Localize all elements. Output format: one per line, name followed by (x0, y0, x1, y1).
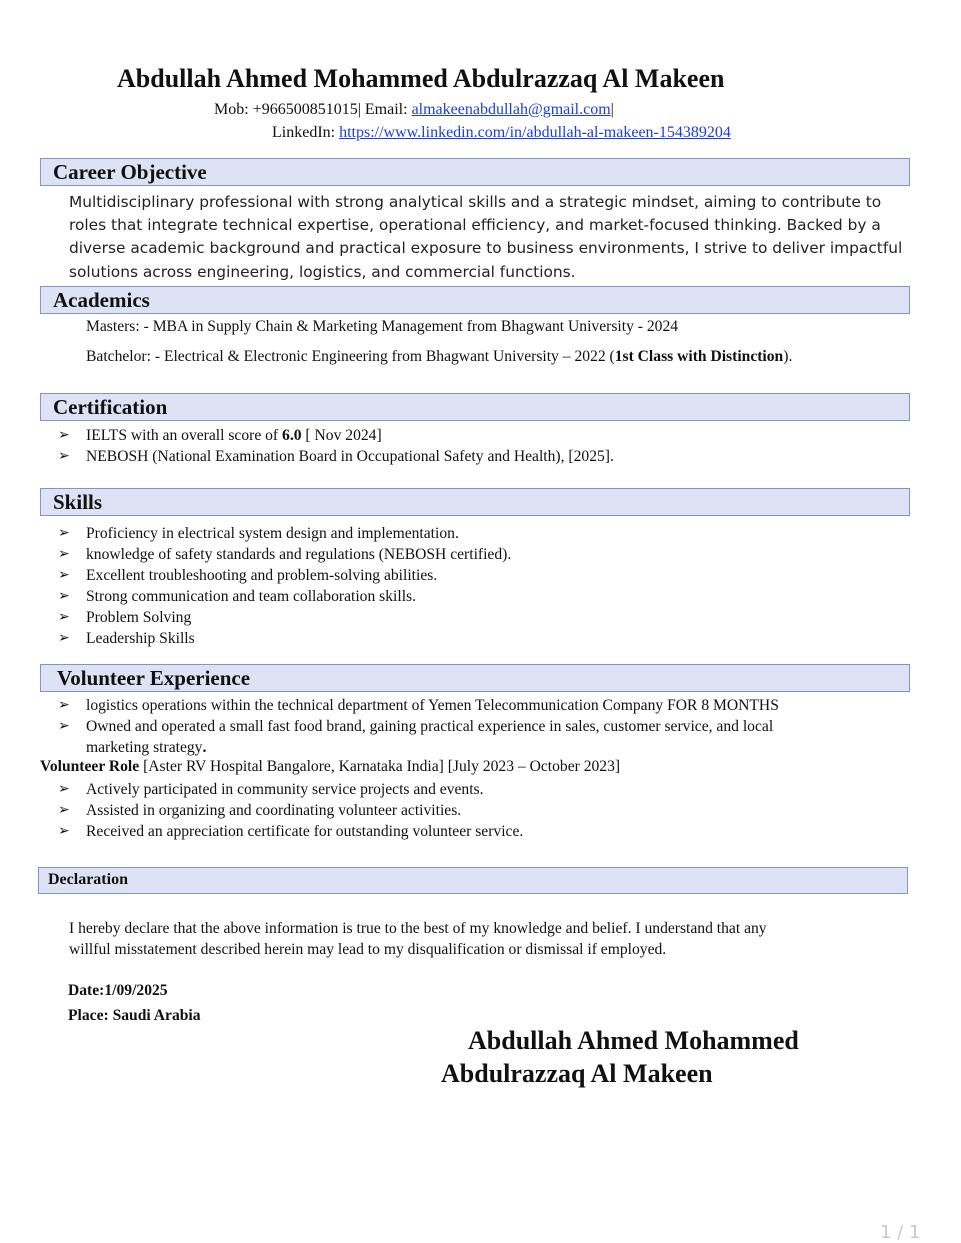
list-item (58, 779, 523, 800)
declaration-place: Place: Saudi Arabia (68, 1007, 201, 1024)
volunteer-role-details: [Aster RV Hospital Bangalore, Karnataka India] [July 2023 – October 2023] (139, 758, 621, 775)
role-text: Assisted in organizing and coordinating volunteer activities. (86, 802, 462, 819)
arrow-bullet-icon: ➢ (58, 824, 70, 839)
masters-degree: Masters: - MBA in Supply Chain & Marketing Management from Bhagwant University - 2024 (86, 318, 679, 335)
certification-list (58, 425, 614, 467)
separator: | (610, 101, 614, 118)
bachelor-distinction: 1st Class with Distinction (614, 348, 784, 365)
list-item (58, 544, 511, 565)
list-item (58, 446, 614, 467)
skill-text: Excellent troubleshooting and problem-solving abilities. (86, 567, 438, 584)
arrow-bullet-icon: ➢ (58, 568, 70, 583)
declaration-text (69, 918, 899, 960)
volunteer-text: Owned and operated a small fast food brand, gaining practical experience in sales, customer service, and local (86, 718, 774, 735)
role-text: Actively participated in community service projects and events. (86, 781, 484, 798)
list-item (58, 716, 779, 737)
section-title: Academics (53, 288, 150, 312)
career-objective-header (40, 158, 910, 186)
bachelor-degree (86, 348, 792, 366)
email-link[interactable]: almakeenabdullah@gmail.com (411, 101, 611, 118)
skill-text: Proficiency in electrical system design and implementation. (86, 525, 459, 542)
skill-text: Leadership Skills (86, 630, 195, 647)
bachelor-text: Batchelor: - Electrical & Electronic Engineering from Bhagwant University – 2022 ( (86, 348, 615, 365)
section-title: Declaration (48, 871, 128, 888)
declaration-header (38, 867, 908, 894)
section-title: Career Objective (53, 160, 207, 184)
arrow-bullet-icon: ➢ (58, 547, 70, 562)
linkedin-label: LinkedIn: (272, 124, 336, 141)
skill-text: knowledge of safety standards and regulations (NEBOSH certified). (86, 546, 512, 563)
arrow-bullet-icon: ➢ (58, 428, 70, 443)
arrow-bullet-icon: ➢ (58, 631, 70, 646)
career-objective-text (69, 191, 909, 284)
skill-text: Strong communication and team collaboration skills. (86, 588, 417, 605)
skill-text: Problem Solving (86, 609, 192, 626)
arrow-bullet-icon: ➢ (58, 589, 70, 604)
section-title: Volunteer Experience (57, 666, 251, 690)
skills-list (58, 523, 511, 649)
arrow-bullet-icon: ➢ (58, 698, 70, 713)
signature-name-line-2: Abdulrazzaq Al Makeen (441, 1059, 713, 1088)
list-item (58, 425, 614, 446)
list-item (58, 800, 523, 821)
arrow-bullet-icon: ➢ (58, 719, 70, 734)
volunteer-role (40, 758, 620, 776)
bachelor-end: ). (783, 348, 793, 365)
nebosh-text: NEBOSH (National Examination Board in Occupational Safety and Health), [2025]. (86, 448, 614, 465)
arrow-bullet-icon: ➢ (58, 803, 70, 818)
ielts-text: IELTS with an overall score of (86, 427, 283, 444)
list-item (58, 565, 511, 586)
separator: | (357, 101, 361, 118)
email-label: Email: (364, 101, 408, 118)
skills-header (40, 488, 910, 516)
signature-name-line-1: Abdullah Ahmed Mohammed (468, 1026, 799, 1055)
academics-header (40, 286, 910, 314)
list-item (58, 737, 779, 758)
list-item (58, 607, 511, 628)
declaration-date: Date:1/09/2025 (68, 982, 168, 999)
mob-label: Mob: (214, 101, 249, 118)
linkedin-line (272, 124, 731, 142)
volunteer-text: logistics operations within the technical department of Yemen Telecommunication Company FOR 8 MONTHS (86, 697, 779, 714)
list-item (58, 523, 511, 544)
career-line: roles that integrate technical expertise, operational efficiency, and market-focused thinking. Backed by a (69, 216, 881, 235)
page-indicator: 1 / 1 (880, 1222, 921, 1243)
volunteer-role-label: Volunteer Role (40, 758, 140, 775)
section-title: Skills (53, 490, 103, 514)
volunteer-list (58, 695, 779, 758)
arrow-bullet-icon: ➢ (58, 526, 70, 541)
volunteer-text-continued: marketing strategy (86, 739, 203, 756)
career-line: solutions across engineering, logistics, and commercial functions. (69, 262, 576, 281)
resume-name: Abdullah Ahmed Mohammed Abdulrazzaq Al Makeen (117, 64, 725, 93)
linkedin-link[interactable]: https://www.linkedin.com/in/abdullah-al-makeen-154389204 (339, 124, 731, 141)
career-line: Multidisciplinary professional with strong analytical skills and a strategic mindset, aiming to contribute to (69, 193, 882, 211)
mobile-number: +966500851015 (252, 101, 358, 118)
declaration-line: I hereby declare that the above information is true to the best of my knowledge and belief. I understand that any (69, 920, 767, 937)
ielts-score: 6.0 (282, 427, 302, 444)
arrow-bullet-icon: ➢ (58, 782, 70, 797)
ielts-date: [ Nov 2024] (301, 427, 382, 444)
list-item (58, 695, 779, 716)
period: . (202, 739, 207, 756)
list-item (58, 586, 511, 607)
career-line: diverse academic background and practical exposure to business environments, I strive to deliver impactful (69, 239, 903, 258)
role-text: Received an appreciation certificate for outstanding volunteer service. (86, 823, 524, 840)
list-item (58, 821, 523, 842)
volunteer-role-list (58, 779, 523, 842)
arrow-bullet-icon: ➢ (58, 449, 70, 464)
list-item (58, 628, 511, 649)
volunteer-header (40, 664, 910, 692)
arrow-bullet-icon: ➢ (58, 610, 70, 625)
contact-line (214, 101, 614, 119)
declaration-line: willful misstatement described herein may lead to my disqualification or dismissal if employed. (69, 941, 667, 958)
section-title: Certification (53, 395, 168, 419)
certification-header (40, 393, 910, 421)
